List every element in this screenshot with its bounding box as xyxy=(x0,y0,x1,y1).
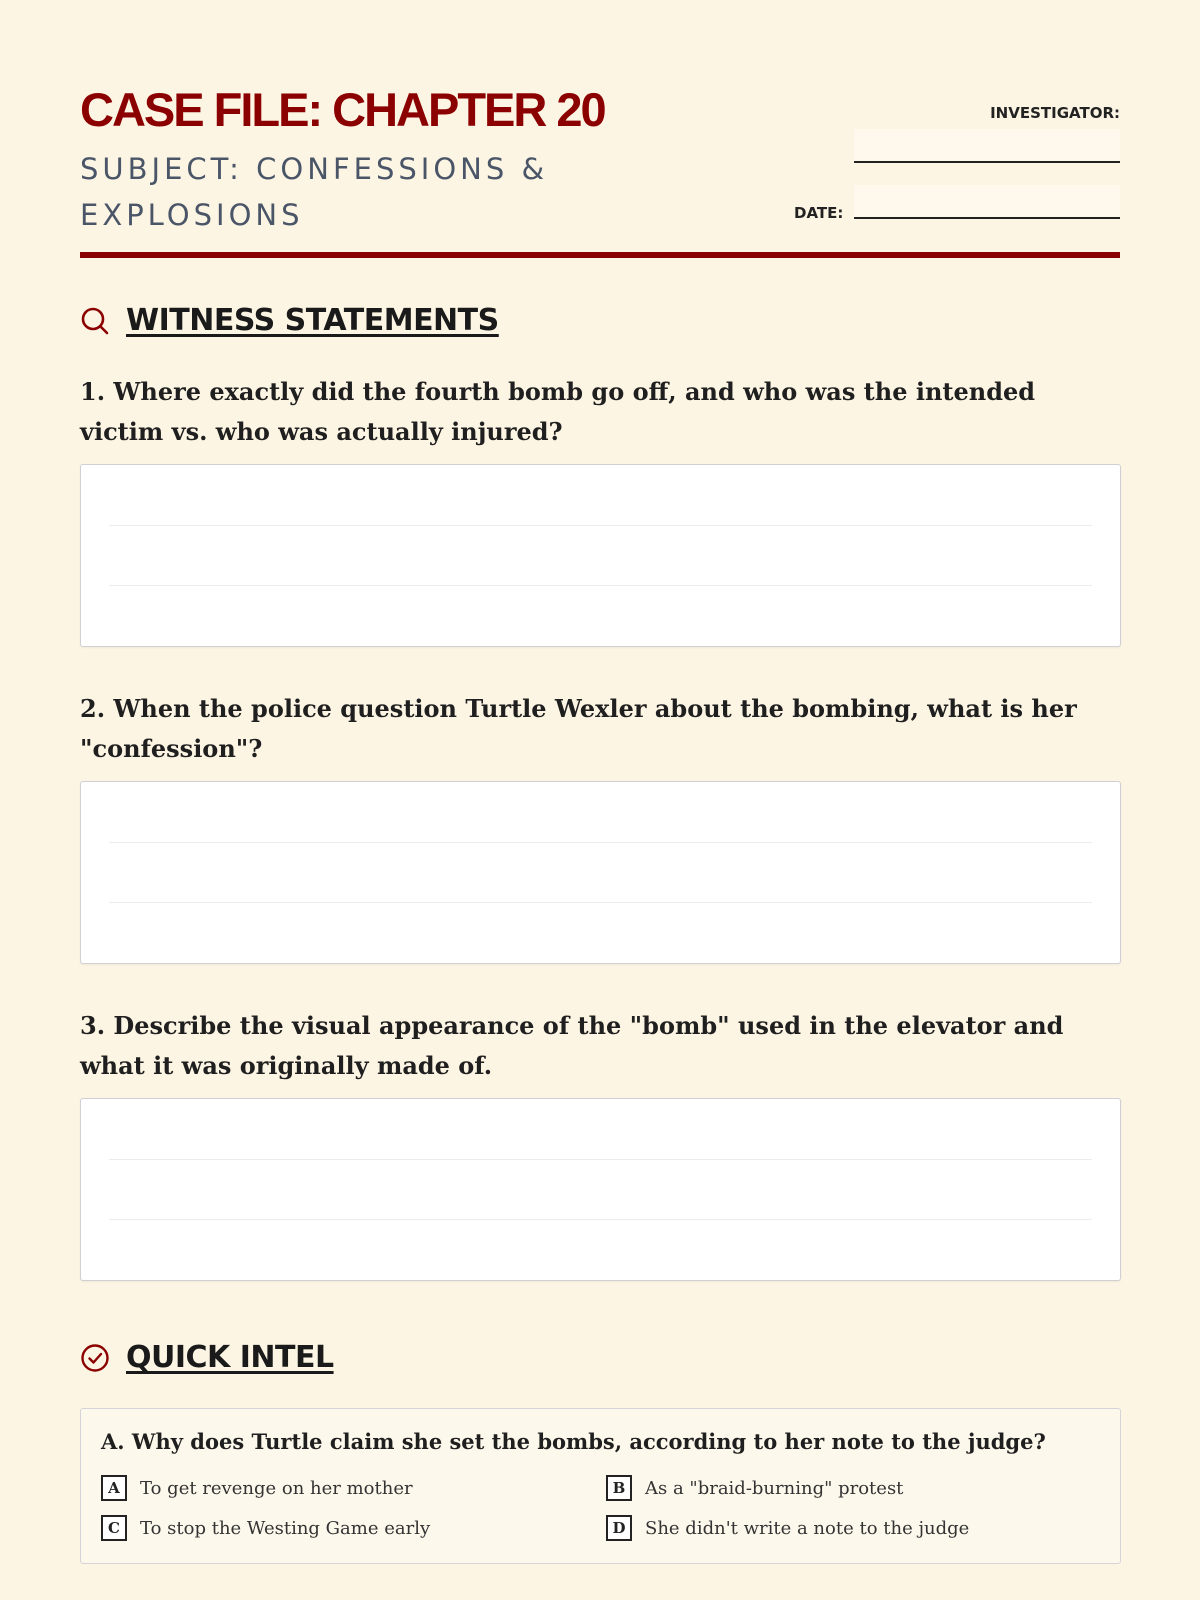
option-text: To stop the Westing Game early xyxy=(140,1517,431,1539)
question-2: 2. When the police question Turtle Wexler about the bombing, what is her "confession"? xyxy=(80,694,1077,763)
answer-rule xyxy=(109,585,1092,586)
date-label: DATE: xyxy=(794,204,844,222)
option-d[interactable] xyxy=(606,1515,969,1541)
quick-intel-heading xyxy=(80,1340,334,1375)
page-title: CASE FILE: CHAPTER 20 xyxy=(80,83,605,136)
answer-box-1[interactable] xyxy=(80,464,1121,647)
option-text: As a "braid-burning" protest xyxy=(645,1477,904,1499)
option-letter-box[interactable]: C xyxy=(101,1515,127,1541)
option-text: She didn't write a note to the judge xyxy=(645,1517,970,1539)
intel-question: A. Why does Turtle claim she set the bombs, according to her note to the judge? xyxy=(101,1429,1046,1454)
answer-box-2[interactable] xyxy=(80,781,1121,964)
check-circle-icon xyxy=(80,1343,110,1373)
date-field[interactable] xyxy=(854,185,1120,219)
option-letter-box[interactable]: B xyxy=(606,1475,632,1501)
option-c[interactable] xyxy=(101,1515,430,1541)
answer-box-3[interactable] xyxy=(80,1098,1121,1281)
option-a[interactable] xyxy=(101,1475,413,1501)
option-letter-box[interactable]: A xyxy=(101,1475,127,1501)
page-subtitle: SUBJECT: CONFESSIONS & EXPLOSIONS xyxy=(80,152,549,232)
investigator-field[interactable] xyxy=(854,129,1120,163)
answer-rule xyxy=(109,842,1092,843)
multiple-choice-box xyxy=(80,1408,1121,1564)
question-1: 1. Where exactly did the fourth bomb go off, and who was the intended victim vs. who was actually injured? xyxy=(80,377,1036,446)
answer-rule xyxy=(109,1159,1092,1160)
question-3: 3. Describe the visual appearance of the "bomb" used in the elevator and what it was originally made of. xyxy=(80,1011,1064,1080)
witness-statements-heading xyxy=(80,303,499,338)
search-icon xyxy=(80,306,110,336)
option-b[interactable] xyxy=(606,1475,903,1501)
investigator-label: INVESTIGATOR: xyxy=(990,104,1120,122)
answer-rule xyxy=(109,902,1092,903)
option-text: To get revenge on her mother xyxy=(140,1477,413,1499)
answer-rule xyxy=(109,1219,1092,1220)
case-file-header xyxy=(80,0,1120,258)
section-title: WITNESS STATEMENTS xyxy=(126,303,499,338)
section-title: QUICK INTEL xyxy=(126,1340,334,1375)
option-letter-box[interactable]: D xyxy=(606,1515,632,1541)
answer-rule xyxy=(109,525,1092,526)
